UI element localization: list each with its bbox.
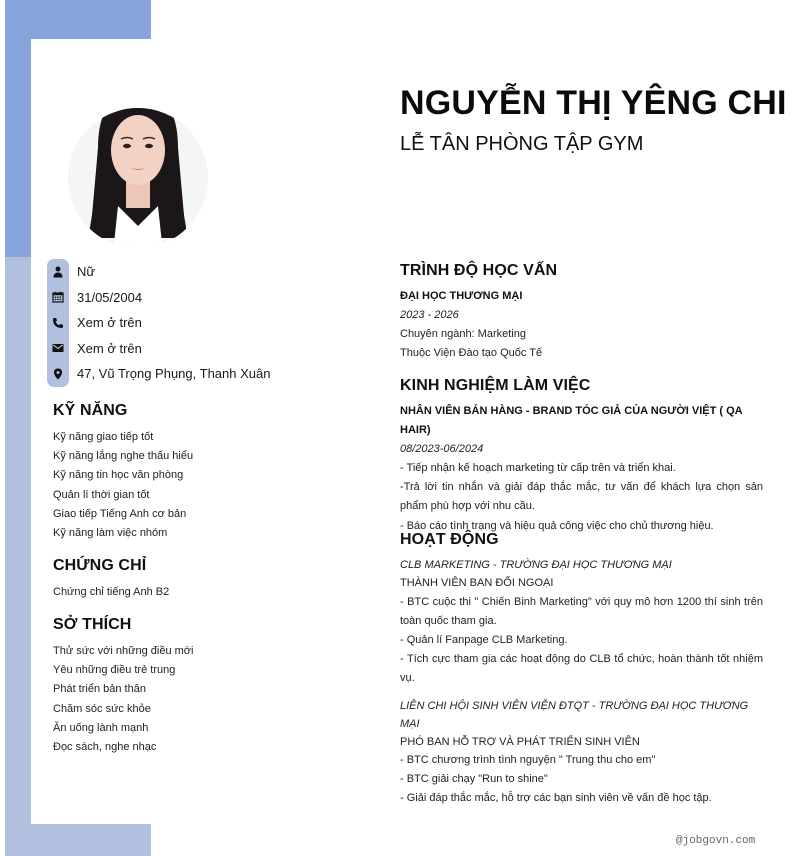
hobby-item: Phát triển bản thân [53, 683, 146, 696]
activity-detail: - Giải đáp thắc mắc, hỗ trợ các bạn sinh viên về vấn đề học tập. [400, 792, 712, 805]
avatar [68, 88, 208, 248]
skill-item: Giao tiếp Tiếng Anh cơ bản [53, 507, 187, 520]
experience-period: 08/2023-06/2024 [400, 443, 484, 455]
experience-heading: KINH NGHIỆM LÀM VIỆC [400, 377, 591, 394]
skill-item: Kỹ năng làm việc nhóm [53, 527, 168, 540]
candidate-name: NGUYỄN THỊ YÊNG CHI [400, 84, 787, 122]
hobby-item: Đọc sách, nghe nhạc [53, 741, 157, 754]
certificate-item: Chứng chỉ tiếng Anh B2 [53, 586, 170, 598]
activity-detail: - Quản lí Fanpage CLB Marketing. [400, 633, 568, 646]
activity-detail: - Tích cực tham gia các hoạt động do CLB tổ chức, hoàn thành tốt nhiệm vụ. [400, 653, 763, 685]
education-period: 2023 - 2026 [400, 309, 459, 321]
experience-detail: - Báo cáo tình trạng và hiệu quả công việc cho chủ thương hiệu. [400, 519, 714, 532]
contact-birthday: 31/05/2004 [47, 285, 270, 311]
decorative-bar-bottom [5, 824, 151, 856]
hobby-item: Chăm sóc sức khỏe [53, 702, 151, 715]
decorative-bar-left-light [5, 257, 31, 824]
activities-section [400, 531, 763, 809]
skills-heading: KỸ NĂNG [53, 402, 128, 419]
hobby-item: Yêu những điều trẻ trung [53, 664, 176, 677]
activity-detail: - BTC cuộc thi " Chiến Binh Marketing" với quy mô hơn 1200 thí sinh trên toàn quốc tham gia. [400, 595, 763, 627]
email-icon [47, 337, 69, 359]
person-icon [47, 261, 69, 283]
skill-item: Kỹ năng lắng nghe thấu hiểu [53, 450, 194, 463]
contact-gender: Nữ [47, 259, 270, 285]
phone-icon [47, 312, 69, 334]
skills-section [53, 402, 353, 543]
activity-detail: - BTC giải chạy "Run to shine" [400, 773, 548, 786]
calendar-icon [47, 286, 69, 308]
education-detail: Chuyên ngành: Marketing [400, 328, 526, 340]
certificates-heading: CHỨNG CHỈ [53, 557, 147, 574]
contact-address: 47, Vũ Trọng Phụng, Thanh Xuân [47, 361, 270, 387]
decorative-bar-top [5, 0, 151, 39]
contact-info [47, 259, 270, 387]
school-name: ĐẠI HỌC THƯƠNG MẠI [400, 290, 523, 302]
activity-organization: LIÊN CHI HỘI SINH VIÊN VIỆN ĐTQT - TRƯỜNG ĐẠI HỌC THƯƠNG MẠI [400, 699, 749, 730]
hobby-item: Thử sức với những điều mới [53, 645, 194, 657]
contact-email: Xem ở trên [47, 336, 270, 362]
hobbies-heading: SỞ THÍCH [53, 616, 132, 633]
skill-item: Kỹ năng giao tiếp tốt [53, 431, 154, 443]
experience-section [400, 377, 763, 536]
activity-position: PHÓ BAN HỖ TRỢ VÀ PHÁT TRIỂN SINH VIÊN [400, 735, 640, 748]
activity-entry [400, 697, 763, 809]
education-section [400, 262, 763, 363]
education-detail: Thuộc Viện Đào tạo Quốc Tế [400, 347, 543, 360]
activity-entry [400, 556, 763, 689]
experience-detail: -Trả lời tin nhắn và giải đáp thắc mắc, tư vấn để khách lựa chọn sản phẩm phù hợp với nhu cầu. [400, 481, 763, 513]
skill-item: Kỹ năng tin học văn phòng [53, 469, 184, 482]
watermark: @jobgovn.com [676, 835, 756, 847]
activity-organization: CLB MARKETING - TRƯỜNG ĐẠI HỌC THƯƠNG MẠI [400, 559, 672, 571]
activity-detail: - BTC chương trình tình nguyện " Trung thu cho em" [400, 754, 656, 767]
location-pin-icon [47, 363, 69, 385]
hobby-item: Ăn uống lành mạnh [53, 721, 149, 734]
skill-item: Quản lí thời gian tốt [53, 488, 150, 501]
experience-company: NHÂN VIÊN BÁN HÀNG - BRAND TÓC GIẢ CỦA NGƯỜI VIỆT ( QA HAIR) [400, 405, 743, 436]
decorative-bar-left-dark [5, 39, 31, 257]
activities-heading: HOẠT ĐỘNG [400, 531, 499, 548]
hobbies-section [53, 616, 353, 757]
contact-phone: Xem ở trên [47, 310, 270, 336]
certificates-section [53, 557, 353, 602]
education-heading: TRÌNH ĐỘ HỌC VẤN [400, 262, 558, 279]
job-title: LỄ TÂN PHÒNG TẬP GYM [400, 133, 644, 155]
activity-position: THÀNH VIÊN BAN ĐỐI NGOẠI [400, 577, 554, 589]
experience-detail: - Tiếp nhận kế hoạch marketing từ cấp trên và triển khai. [400, 462, 676, 474]
